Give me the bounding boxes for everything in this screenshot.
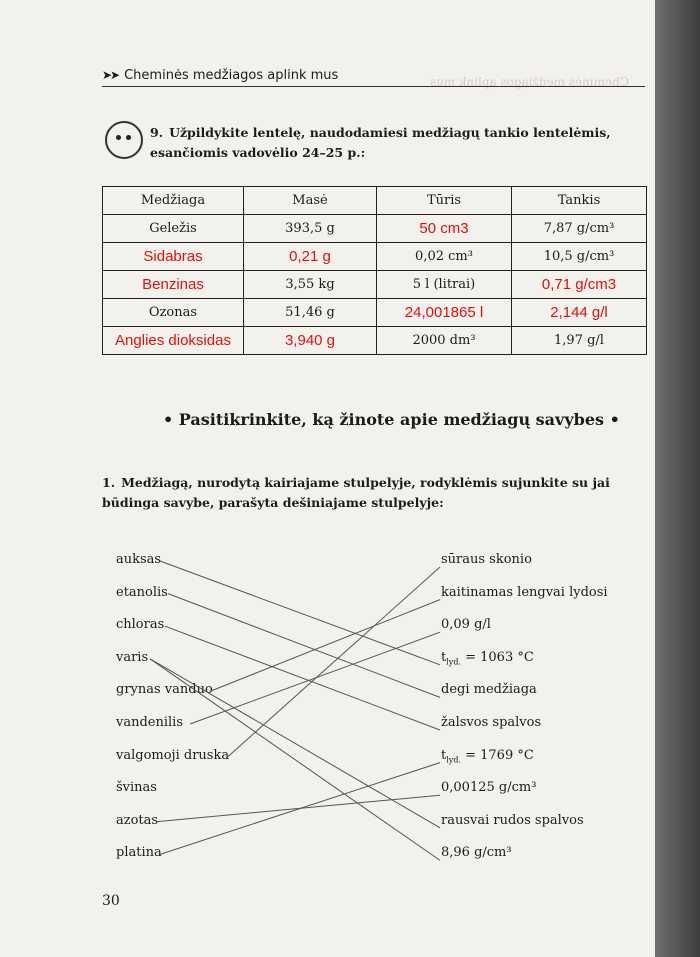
left-item: azotas [116,812,159,828]
left-item: švinas [116,780,157,796]
cell-density: 10,5 g/cm³ [512,243,647,271]
cell-substance: Benzinas [103,271,244,299]
task-1-text: Medžiagą, nurodytą kairiajame stulpelyje, rodyklėmis sujunkite su jai būdinga savybe, parašyta dešiniajame stulpelyje: [102,475,610,510]
cell-volume: 2000 dm³ [377,327,512,355]
task-9-text: Užpildykite lentelę, naudodamiesi medžiagų tankio lentelėmis, esančiomis vadovėlio 24–25 p.: [150,125,611,160]
cell-substance: Sidabras [103,243,244,271]
right-item-value: = 1769 °C [460,747,534,763]
page-number: 30 [102,893,120,909]
right-item-subscript: lyd. [446,755,461,765]
match-line [150,659,440,861]
cell-mass: 3,55 kg [244,271,377,299]
cell-mass: 51,46 g [244,299,377,327]
right-item-text: sūraus skonio [441,552,532,567]
cell-density: 7,87 g/cm³ [512,215,647,243]
left-item: platina [116,845,162,861]
match-line [160,763,440,855]
match-line [210,600,440,692]
match-line [160,561,440,665]
right-item-text: 8,96 g/cm³ [441,845,512,861]
right-item-text: kaitinamas lengvai lydosi [441,584,608,600]
match-line [165,626,440,730]
right-item-text: rausvai rudos spalvos [441,812,584,828]
left-item: chloras [116,617,165,633]
left-item: auksas [116,552,162,567]
cell-substance: Anglies dioksidas [103,327,244,355]
match-line [190,632,440,724]
cell-substance: Geležis [103,215,244,243]
header-mass: Masė [244,187,377,215]
left-item: grynas vanduo [116,682,213,698]
right-item-text: 0,09 g/l [441,617,491,633]
right-item-value: = 1063 °C [460,649,534,665]
cell-volume: 5 l (litrai) [377,271,512,299]
cell-volume: 50 cm3 [377,215,512,243]
header-substance: Medžiaga [103,187,244,215]
header-density: Tankis [512,187,647,215]
right-item-text: t [441,747,447,763]
cell-volume: 0,02 cm³ [377,243,512,271]
cell-density: 0,71 g/cm3 [512,271,647,299]
left-item: valgomoji druska [116,747,230,763]
match-line [156,795,440,822]
section-title: • Pasitikrinkite, ką žinote apie medžiagų savybes • [163,410,620,429]
match-line [150,659,440,828]
bleed-through-text: Cheminės medžiagos aplink mus [430,75,629,89]
cell-density: 2,144 g/l [512,299,647,327]
right-item-text: žalsvos spalvos [441,715,542,730]
right-item-text: t [441,649,447,665]
double-arrow-icon: ➤➤ [102,68,119,82]
right-item-text: degi medžiaga [441,682,537,698]
cell-mass: 393,5 g [244,215,377,243]
right-item-text: 0,00125 g/cm³ [441,780,537,796]
cell-density: 1,97 g/l [512,327,647,355]
left-item: vandenilis [116,715,183,730]
left-item: varis [116,649,149,665]
book-spine-shadow [655,0,700,957]
task-9-number: 9. [150,125,164,140]
right-item-subscript: lyd. [446,657,461,667]
cell-substance: Ozonas [103,299,244,327]
cell-volume: 24,001865 l [377,299,512,327]
cell-mass: 3,940 g [244,327,377,355]
header-title: Cheminės medžiagos aplink mus [124,68,339,83]
left-item: etanolis [116,584,168,600]
cell-mass: 0,21 g [244,243,377,271]
header-volume: Tūris [377,187,512,215]
task-1-number: 1. [102,475,116,490]
